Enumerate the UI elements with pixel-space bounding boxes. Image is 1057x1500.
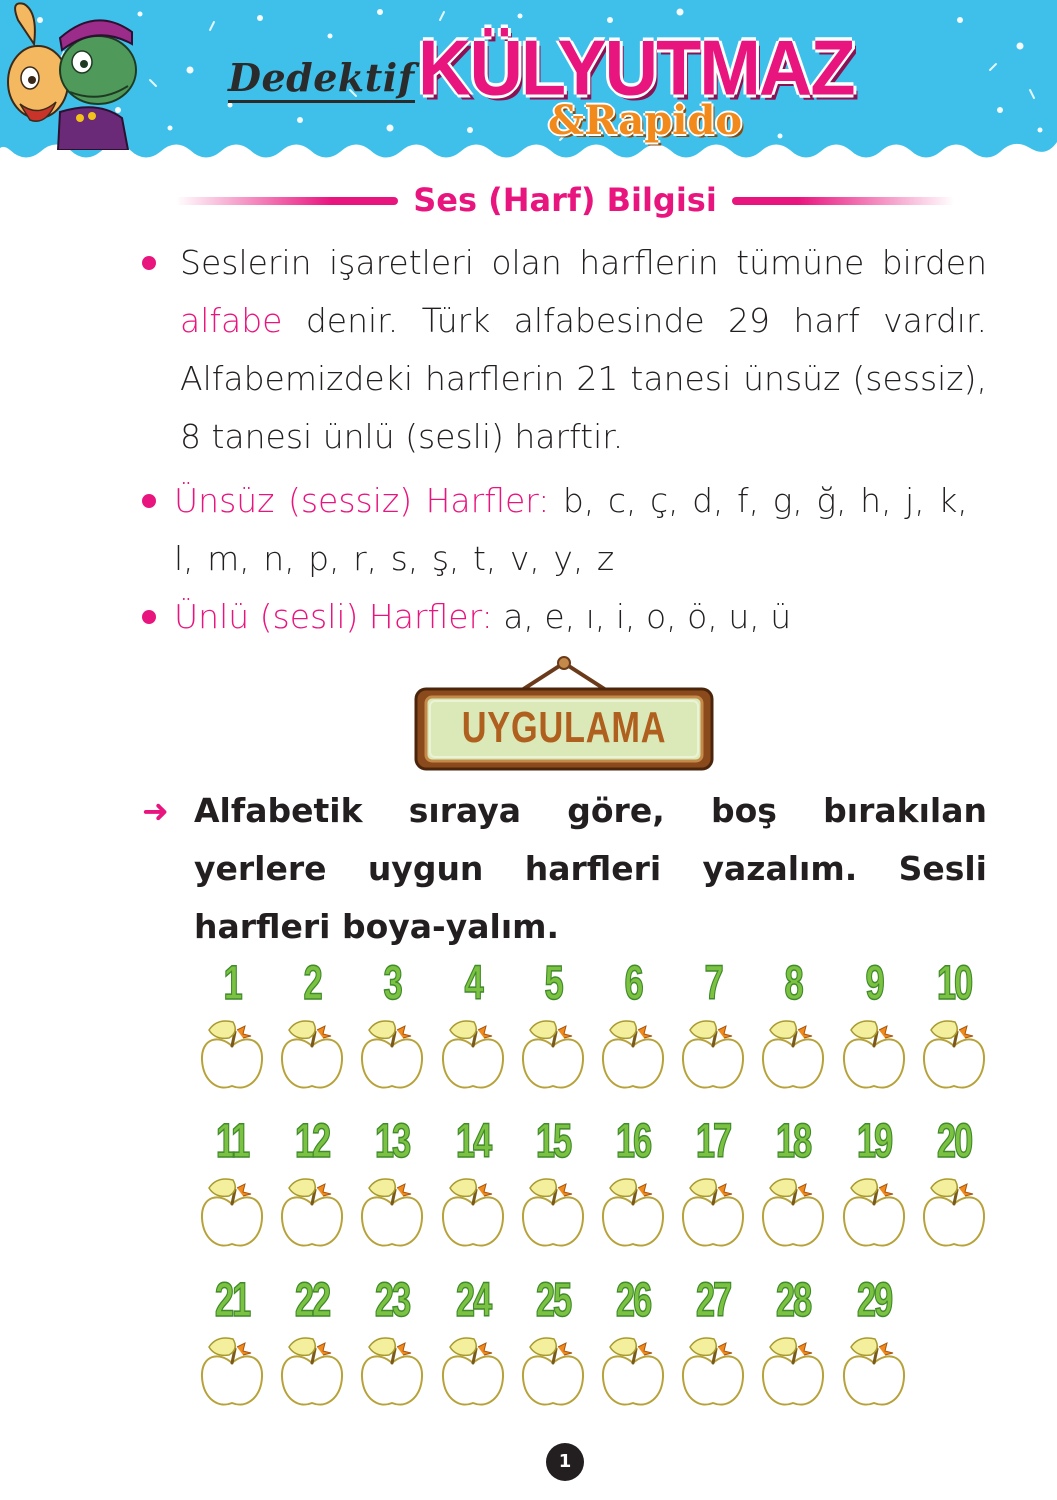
apple-number: 16	[615, 1115, 651, 1168]
apple-number: 29	[856, 1274, 891, 1327]
header-banner	[0, 0, 1057, 165]
bullet-icon	[142, 610, 156, 624]
apple-number: 25	[535, 1274, 570, 1327]
apple-slot[interactable]	[597, 1275, 669, 1415]
info-rest: denir. Türk alfabesinde 29 harf vardır. Alfabemizdeki harflerin 21 tanesi ünsüz (sessiz), 8 tanesi ünlü (sesli) harftir.	[180, 301, 987, 456]
instruction-paragraph	[142, 782, 987, 956]
apple-number: 1	[223, 957, 241, 1010]
apple-number: 10	[936, 957, 971, 1010]
apple-number: 7	[704, 957, 722, 1010]
apple-slot[interactable]	[517, 1116, 589, 1256]
apple-number: 21	[214, 1274, 250, 1327]
vowels-paragraph	[142, 588, 987, 646]
apple-slot[interactable]	[757, 1275, 829, 1415]
apple-number: 27	[696, 1274, 731, 1327]
apple-number: 20	[936, 1115, 971, 1168]
practice-sign-label: UYGULAMA	[461, 703, 667, 752]
apple-number: 2	[303, 957, 321, 1010]
apple-slot[interactable]	[196, 1116, 268, 1256]
apple-number: 17	[696, 1115, 731, 1168]
apple-slot[interactable]	[677, 1275, 749, 1415]
apple-slot[interactable]	[918, 958, 990, 1098]
apple-slot[interactable]	[677, 1116, 749, 1256]
apple-slot[interactable]	[517, 958, 589, 1098]
apple-number: 26	[615, 1274, 651, 1327]
consonants-text	[174, 472, 987, 588]
apple-slot[interactable]	[276, 1116, 348, 1256]
title-decoration-left	[176, 197, 398, 205]
brand-logo-sub: &Rapido	[548, 97, 743, 144]
vowels-label: Ünlü (sesli) Harfler:	[174, 597, 493, 636]
apple-slot[interactable]	[437, 1275, 509, 1415]
consonants-label: Ünsüz (sessiz) Harfler:	[174, 481, 550, 520]
apple-number: 5	[544, 957, 562, 1010]
apple-slot[interactable]	[517, 1275, 589, 1415]
alphabet-info-paragraph	[142, 234, 987, 466]
apple-number: 3	[383, 957, 401, 1010]
apple-number: 9	[865, 957, 883, 1010]
apple-slot[interactable]	[437, 1116, 509, 1256]
apple-number: 4	[464, 957, 482, 1010]
vowels-list: a, e, ı, i, o, ö, u, ü	[492, 597, 792, 636]
apple-number: 23	[375, 1274, 410, 1327]
apple-slot[interactable]	[276, 958, 348, 1098]
apple-slot[interactable]	[196, 958, 268, 1098]
bullet-icon	[142, 256, 156, 270]
brand-prefix: Dedektif	[228, 56, 415, 103]
apple-slot[interactable]	[276, 1275, 348, 1415]
brand-logo-main: KÜLYUTMAZ	[418, 23, 854, 112]
consonants-paragraph	[142, 472, 987, 588]
apple-slot[interactable]	[838, 1275, 910, 1415]
apple-slot[interactable]	[356, 958, 428, 1098]
apple-number: 6	[624, 957, 642, 1010]
apple-slot[interactable]	[918, 1116, 990, 1256]
apple-slot[interactable]	[196, 1275, 268, 1415]
apple-number: 22	[295, 1274, 330, 1327]
apple-slot[interactable]	[838, 958, 910, 1098]
apple-number: 8	[784, 957, 802, 1010]
apple-slot[interactable]	[356, 1275, 428, 1415]
apple-number: 28	[776, 1274, 811, 1327]
apple-slot[interactable]	[597, 1116, 669, 1256]
section-title: Ses (Harf) Bilgisi	[413, 181, 717, 219]
mascot-characters-icon	[0, 0, 140, 150]
alphabet-info-text	[180, 234, 987, 466]
apple-number: 15	[535, 1115, 570, 1168]
apple-slot[interactable]	[677, 958, 749, 1098]
apple-number: 13	[375, 1115, 410, 1168]
alphabet-term: alfabe	[180, 301, 283, 340]
apple-number: 18	[776, 1115, 811, 1168]
bullet-icon	[142, 494, 156, 508]
apple-slot[interactable]	[757, 958, 829, 1098]
page-number: 1	[546, 1443, 584, 1481]
apple-slot[interactable]	[356, 1116, 428, 1256]
instruction-text: Alfabetik sıraya göre, boş bırakılan yerlere uygun harfleri yazalım. Sesli harfleri boya-yalım.	[194, 791, 987, 946]
apple-number: 24	[455, 1274, 490, 1327]
apple-slot[interactable]	[437, 958, 509, 1098]
apple-number: 11	[215, 1115, 249, 1168]
vowels-text	[174, 588, 987, 646]
apple-number: 19	[856, 1115, 891, 1168]
section-title-bar	[0, 178, 1057, 222]
apple-slot[interactable]	[757, 1116, 829, 1256]
info-line-1: Seslerin işaretleri olan harflerin tümüne birden	[180, 243, 987, 282]
apple-number: 12	[295, 1115, 330, 1168]
apple-number: 14	[455, 1115, 490, 1168]
consonants-list: b, c, ç, d, f, g, ğ, h, j, k, l, m, n, p, r, s, ş, t, v, y, z	[174, 481, 968, 578]
title-decoration-right	[732, 197, 954, 205]
apple-slot[interactable]	[838, 1116, 910, 1256]
arrow-right-icon: ➜	[142, 792, 169, 830]
apple-slot[interactable]	[597, 958, 669, 1098]
